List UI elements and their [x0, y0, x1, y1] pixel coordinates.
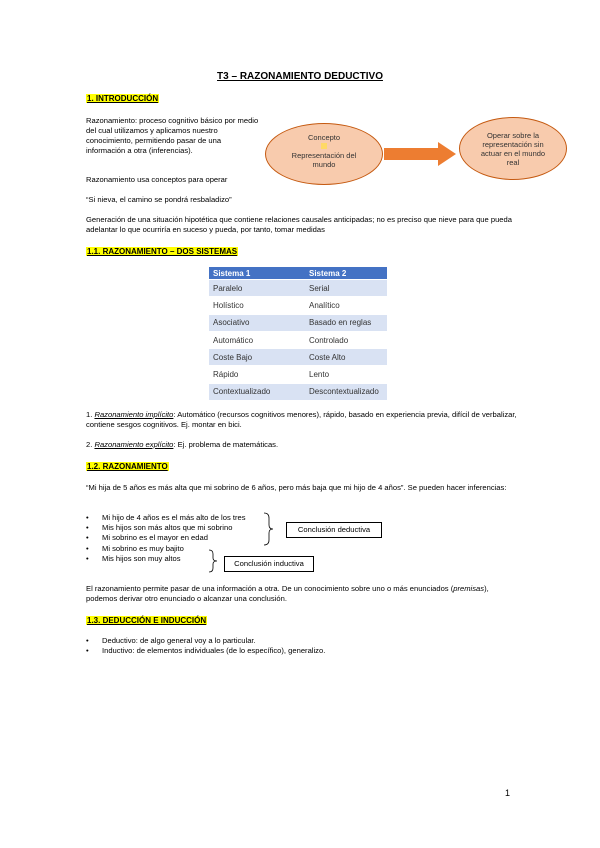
- implicit-reasoning: 1. Razonamiento implícito: Automático (recursos cognitivos menores), rápido, basado en experiencia previa, difícil de verbalizar, contiene sesgos cognitivos. Ej. montar en bici.: [86, 410, 517, 429]
- section-heading-deduccion: 1.3. DEDUCCIÓN E INDUCCIÓN: [87, 616, 207, 625]
- table-cell: Basado en reglas: [305, 314, 387, 331]
- table-header-cell: Sistema 1: [209, 267, 305, 280]
- list-item: • Mi sobrino es muy bajito: [86, 544, 286, 554]
- arrow-right-icon: [384, 142, 456, 166]
- operate-ellipse: [459, 117, 567, 180]
- page-number: 1: [505, 788, 511, 798]
- intro-quote: “Si nieva, el camino se pondrá resbaladizo”: [86, 195, 232, 204]
- list-item: • Mi sobrino es el mayor en edad: [86, 533, 286, 543]
- intro-definition: Razonamiento: proceso cognitivo básico por medio del cual utilizamos y aplicamos nuestro conocimiento, permitiendo pasar de una información a otra (inferencias).: [86, 116, 259, 155]
- table-cell: Rápido: [209, 366, 305, 383]
- equals-marker: [266, 142, 382, 151]
- list-item: • Inductivo: de elementos individuales (de lo específico), generalizo.: [86, 646, 518, 656]
- explicit-reasoning: 2. Razonamiento explícito: Ej. problema de matemáticas.: [86, 440, 279, 449]
- table-row: [209, 314, 387, 331]
- table-header-cell: Sistema 2: [305, 267, 387, 280]
- representation-label: Representación del mundo: [291, 151, 357, 169]
- list-item: • Mis hijos son más altos que mi sobrino: [86, 523, 286, 533]
- table-cell: Coste Alto: [305, 349, 387, 366]
- deductive-conclusion-box: Conclusión deductiva: [286, 522, 382, 538]
- intro-concepts: Razonamiento usa conceptos para operar: [86, 175, 228, 184]
- table-row: [209, 331, 387, 348]
- table-cell: Automático: [209, 331, 305, 348]
- table-cell: Serial: [305, 280, 387, 297]
- list-item: • Mis hijos son muy altos: [86, 554, 286, 564]
- table-cell: Analítico: [305, 297, 387, 314]
- equals-dot-icon: [321, 143, 327, 149]
- section-heading-introduccion: 1. INTRODUCCIÓN: [87, 94, 159, 103]
- deductive-brace-icon: [262, 512, 274, 546]
- operate-label: Operar sobre la representación sin actuar en el mundo real: [480, 131, 546, 167]
- table-cell: Paralelo: [209, 280, 305, 297]
- table-cell: Holístico: [209, 297, 305, 314]
- concept-ellipse: [265, 123, 383, 185]
- table-row: [209, 366, 387, 383]
- razonamiento-paragraph: El razonamiento permite pasar de una información a otra. De un conocimiento sobre uno o más enunciados (premisas), podemos derivar otro enunciado o alcanzar una conclusión.: [86, 584, 489, 603]
- table-cell: Controlado: [305, 331, 387, 348]
- table-cell: Contextualizado: [209, 383, 305, 400]
- deduccion-list: [86, 636, 518, 656]
- inductive-conclusion-box: Conclusión inductiva: [224, 556, 314, 572]
- table-row: [209, 383, 387, 400]
- table-row: [209, 349, 387, 366]
- table-cell: Asociativo: [209, 314, 305, 331]
- table-cell: Lento: [305, 366, 387, 383]
- table-row: [209, 280, 387, 297]
- razonamiento-quote: “Mi hija de 5 años es más alta que mi sobrino de 6 años, pero más baja que mi hijo de 4 años”. Se pueden hacer inferencias:: [86, 483, 507, 492]
- section-heading-dos-sistemas: 1.1. RAZONAMIENTO – DOS SISTEMAS: [87, 247, 238, 256]
- table-row: [209, 297, 387, 314]
- inductive-brace-icon: [207, 549, 219, 573]
- intro-hypothetical: Generación de una situación hipotética que contiene relaciones causales anticipadas; no es preciso que nieve para que pueda adelantar lo que ocurriría en suceso y pueda, por tanto, tomar medidas: [86, 215, 512, 234]
- list-item: • Mi hijo de 4 años es el más alto de los tres: [86, 513, 286, 523]
- list-item: • Deductivo: de algo general voy a lo particular.: [86, 636, 518, 646]
- sistemas-table: [209, 267, 387, 400]
- table-cell: Coste Bajo: [209, 349, 305, 366]
- page-title: T3 – RAZONAMIENTO DEDUCTIVO: [217, 71, 383, 82]
- table-header-row: [209, 267, 387, 280]
- concept-label: Concepto: [307, 133, 341, 142]
- section-heading-razonamiento: 1.2. RAZONAMIENTO: [87, 462, 168, 471]
- table-cell: Descontextualizado: [305, 383, 387, 400]
